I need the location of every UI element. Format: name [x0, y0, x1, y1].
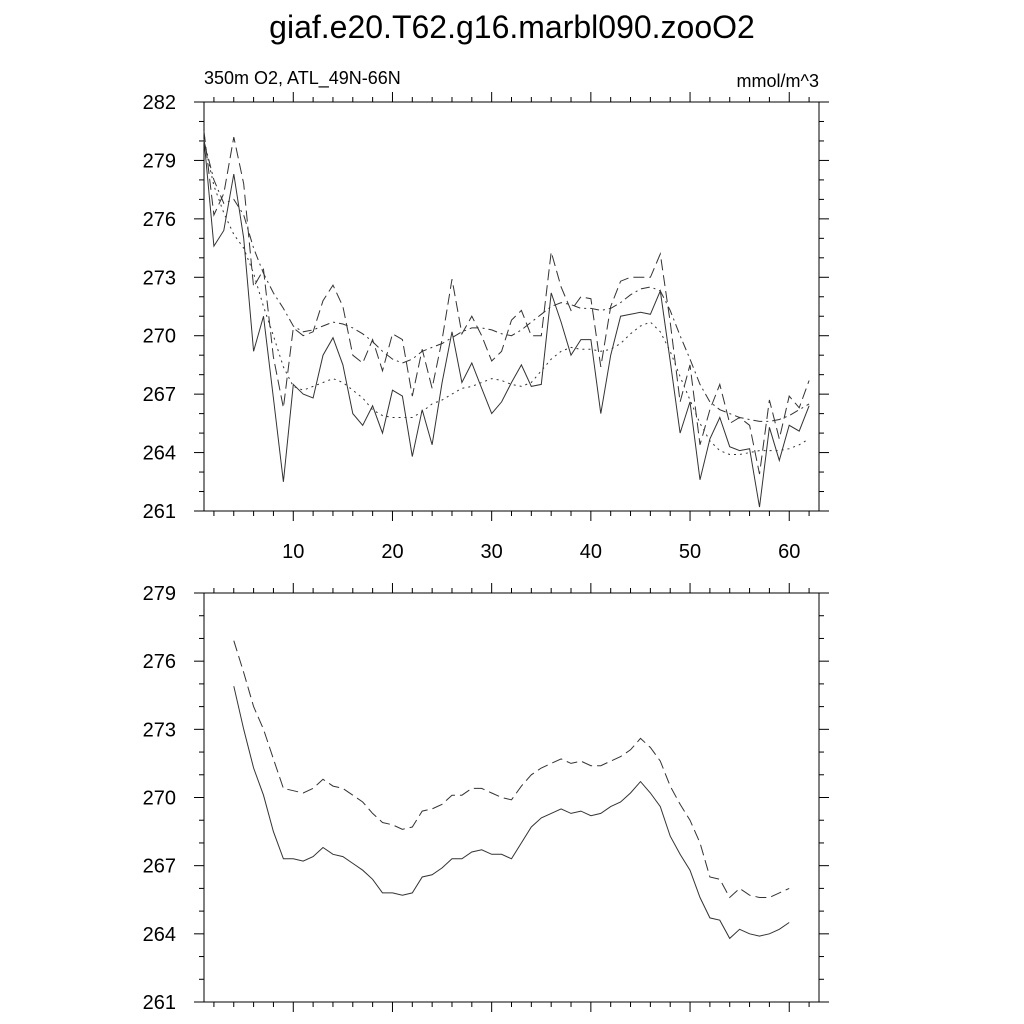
chart-top-series-3-line [204, 141, 809, 421]
chart-top [143, 68, 829, 563]
chart-top-plot-frame [204, 102, 819, 511]
x-tick-label: 60 [778, 541, 801, 563]
x-tick-label: 20 [381, 541, 404, 563]
y-tick-label: 261 [142, 992, 176, 1014]
y-tick-label: 270 [142, 787, 176, 810]
chart-bottom [143, 583, 829, 1014]
x-tick-label: 10 [282, 541, 305, 563]
y-tick-label: 273 [142, 267, 176, 290]
chart-bottom-series [234, 641, 789, 939]
y-tick-label: 276 [142, 208, 176, 231]
chart-top-series-4-line [204, 141, 809, 455]
y-tick-label: 267 [142, 384, 176, 407]
y-tick-label: 279 [142, 583, 176, 605]
y-tick-label: 267 [142, 855, 176, 878]
y-tick-label: 273 [142, 719, 176, 742]
chart-top-ticks [194, 92, 829, 521]
chart-top-left-label: 350m O2, ATL_49N-66N [204, 68, 401, 88]
chart-top-series-2-line [204, 131, 809, 474]
x-tick-label: 30 [480, 541, 503, 563]
chart-bottom-series-1-line [234, 686, 789, 938]
x-tick-label: 40 [579, 541, 602, 563]
y-tick-label: 279 [142, 150, 176, 173]
chart-bottom-tick-labels [143, 583, 176, 1014]
chart-top-series [204, 131, 809, 507]
chart-top-series-1-line [204, 139, 809, 507]
chart-bottom-plot-frame [204, 593, 819, 1002]
y-tick-label: 264 [142, 442, 176, 465]
y-tick-label: 276 [142, 651, 176, 674]
y-tick-label: 270 [142, 325, 176, 348]
x-tick-label: 50 [678, 541, 702, 563]
chart-top-units-label: mmol/m^3 [736, 71, 819, 91]
chart-bottom-ticks [194, 583, 829, 1012]
figure-title: giaf.e20.T62.g16.marbl090.zooO2 [269, 9, 755, 45]
y-tick-label: 261 [142, 501, 176, 523]
y-tick-label: 264 [142, 923, 176, 946]
y-tick-label: 282 [142, 92, 176, 114]
